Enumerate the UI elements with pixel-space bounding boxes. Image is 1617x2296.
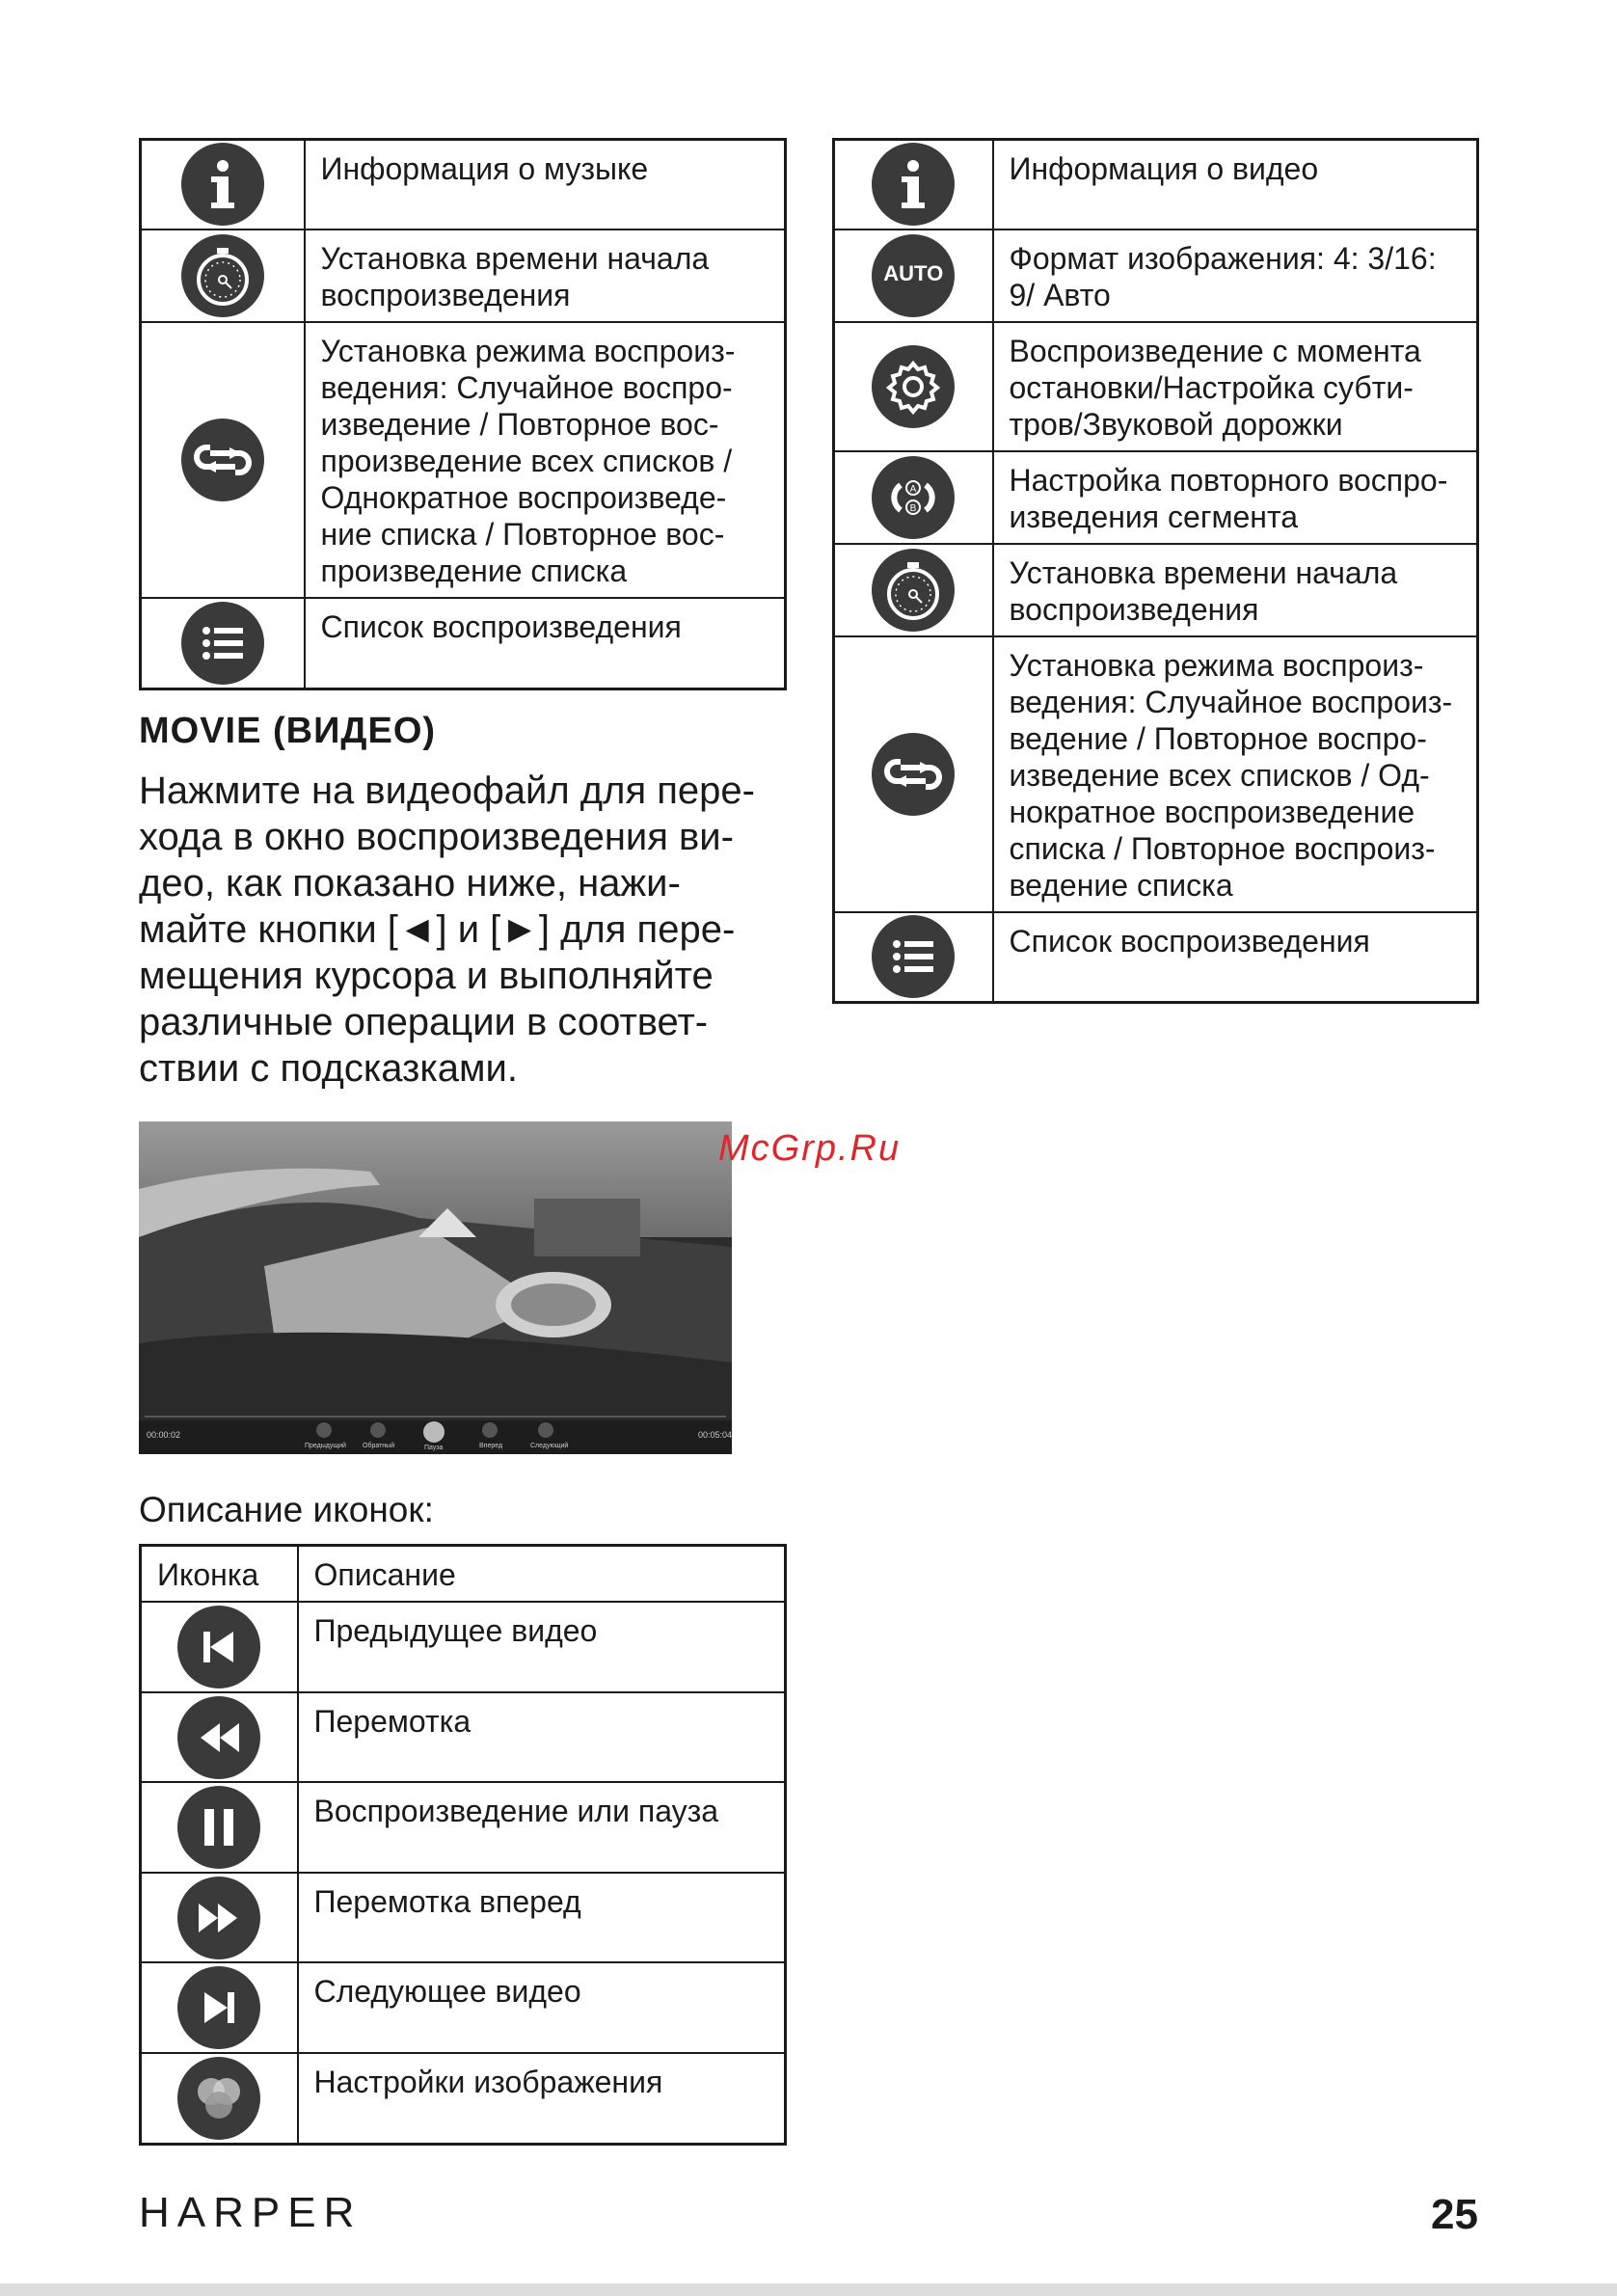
gear-icon: [872, 345, 955, 428]
info-icon: [181, 143, 264, 226]
table-row: [834, 912, 1478, 1003]
time-current: 00:00:02: [147, 1430, 181, 1440]
row-description: Список воспроизведения: [993, 912, 1478, 1003]
section-heading: MOVIE (ВИДЕО): [139, 711, 437, 751]
row-description: Установка режима воспроиз-ведения: Случайное воспроиз-ведение / Повторное воспро-изведение всех списков / Од-нократное воспроизведение списка / Повторное воспроиз-ведение списка: [993, 636, 1478, 912]
video-table: [832, 138, 1479, 1004]
time-total: 00:05:04: [698, 1430, 732, 1440]
auto-icon-label: AUTO: [883, 260, 944, 285]
table-row: [834, 451, 1478, 544]
table-row: [834, 544, 1478, 636]
svg-text:B: B: [909, 502, 917, 514]
timer-icon: [872, 549, 955, 632]
row-description: Информация о видео: [993, 140, 1478, 230]
repeat-icon: [872, 733, 955, 816]
table-row: [834, 322, 1478, 451]
header-icon: Иконка: [141, 1546, 298, 1603]
icons-table: [139, 1544, 787, 2146]
row-description: Перемотка вперед: [298, 1873, 786, 1962]
table-row: [141, 1962, 786, 2053]
table-row: [141, 140, 786, 230]
table-row: [141, 1873, 786, 1962]
row-description: Предыдущее видео: [298, 1602, 786, 1692]
player-button-label[interactable]: Вперед: [479, 1443, 503, 1449]
row-description: Формат изображения: 4: 3/16: 9/ Авто: [993, 230, 1478, 322]
player-button-label[interactable]: Обратный: [363, 1443, 395, 1449]
row-description: Установка режима воспроиз-ведения: Случайное воспро-изведение / Повторное вос-произведение всех списков / Однократное воспроизведе-ние списка / Повторное вос-произведение списка: [305, 322, 786, 598]
brand-logo: HARPER: [139, 2189, 363, 2236]
table-row: [834, 636, 1478, 912]
pause-icon: [177, 1786, 260, 1869]
player-button-label[interactable]: Пауза: [424, 1445, 444, 1451]
timer-icon: [181, 234, 264, 317]
table-header-row: [141, 1546, 786, 1603]
table-row: [834, 230, 1478, 322]
row-description: Информация о музыке: [305, 140, 786, 230]
fast-forward-icon: [177, 1877, 260, 1959]
table-row: [141, 322, 786, 598]
section-paragraph: Нажмите на видеофайл для пере-хода в окно воспроизведения ви-део, как показано ниже, нажи-майте кнопки [◄] и [►] для пере-мещения курсора и выполняйте различные операции в соответ-ствии с подсказками.: [139, 770, 755, 1090]
player-button-label[interactable]: Предыдущий: [305, 1443, 346, 1449]
bottom-rule: [0, 2283, 1617, 2296]
table-row: [834, 140, 1478, 230]
icons-section-title: Описание иконок:: [139, 1490, 434, 1529]
table-row: [141, 230, 786, 322]
table-row: [141, 1692, 786, 1782]
music-table: [139, 138, 787, 690]
row-description: Список воспроизведения: [305, 598, 786, 689]
table-row: [141, 598, 786, 689]
svg-text:A: A: [909, 483, 917, 495]
row-description: Настройка повторного воспро-изведения сегмента: [993, 451, 1478, 544]
player-button-label[interactable]: Следующий: [530, 1443, 569, 1449]
rewind-icon: [177, 1696, 260, 1779]
row-description: Настройки изображения: [298, 2053, 786, 2144]
picture-settings-icon: [177, 2057, 260, 2140]
row-description: Следующее видео: [298, 1962, 786, 2053]
row-description: Установка времени начала воспроизведения: [993, 544, 1478, 636]
row-description: Воспроизведение с момента остановки/Настройка субти-тров/Звуковой дорожки: [993, 322, 1478, 451]
row-description: Воспроизведение или пауза: [298, 1782, 786, 1873]
table-row: [141, 1602, 786, 1692]
aerial-scene-image: [139, 1121, 732, 1454]
info-icon: [872, 143, 955, 226]
repeat-icon: [181, 419, 264, 501]
watermark: McGrp.Ru: [718, 1128, 902, 1169]
table-row: [141, 2053, 786, 2144]
header-description: Описание: [298, 1546, 786, 1603]
row-description: Установка времени начала воспроизведения: [305, 230, 786, 322]
row-description: Перемотка: [298, 1692, 786, 1782]
table-row: [141, 1782, 786, 1873]
ab-repeat-icon: [872, 456, 955, 539]
next-icon: [177, 1966, 260, 2049]
playlist-icon: [872, 915, 955, 998]
auto-icon: [872, 234, 955, 317]
previous-icon: [177, 1606, 260, 1688]
playlist-icon: [181, 602, 264, 685]
page-number: 25: [1431, 2191, 1478, 2238]
video-player-screenshot: [139, 1121, 732, 1454]
